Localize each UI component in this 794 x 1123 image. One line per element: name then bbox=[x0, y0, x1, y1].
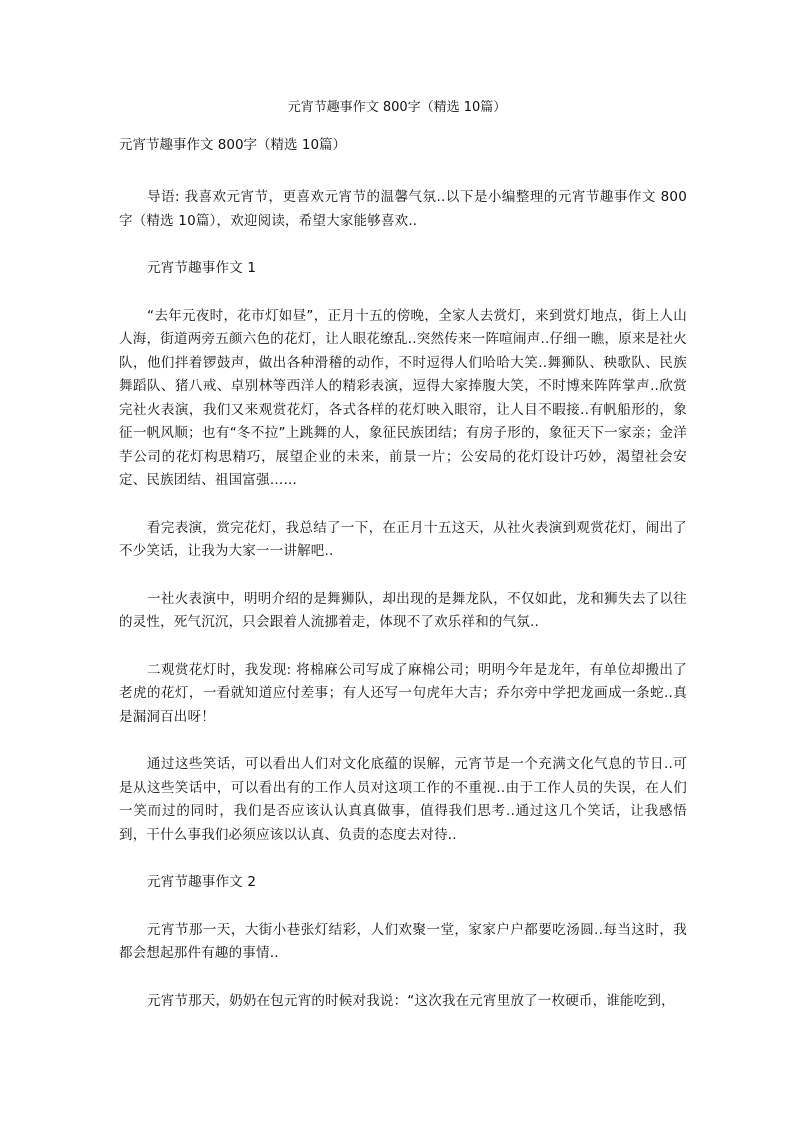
paragraph: 元宵节那天，奶奶在包元宵的时候对我说：“这次我在元宵里放了一枚硬币，谁能吃到， bbox=[147, 992, 675, 1009]
section-heading-1: 元宵节趣事作文 1 bbox=[147, 260, 257, 276]
document-subtitle: 元宵节趣事作文 800字（精选 10篇） bbox=[119, 137, 347, 153]
paragraph: 二观赏花灯时，我发现: 将棉麻公司写成了麻棉公司；明明今年是龙年，有单位却搬出了老虎的花灯，一看就知道应付差事；有人还写一句虎年大吉；乔尔旁中学把龙画成一条蛇..真是漏洞百出呀！ bbox=[119, 661, 687, 725]
document-body bbox=[119, 186, 687, 1037]
paragraph-intro: 导语: 我喜欢元宵节，更喜欢元宵节的温馨气氛..以下是小编整理的元宵节趣事作文 800字（精选 10篇），欢迎阅读，希望大家能够喜欢.. bbox=[119, 189, 687, 229]
paragraph: 通过这些笑话，可以看出人们对文化底蕴的误解，元宵节是一个充满文化气息的节日..可是从这些笑话中，可以看出有的工作人员对这项工作的不重视..由于工作人员的失误，在人们一笑而过的同时，我们是否应该认认真真做事，值得我们思考..通过这几个笑话，让我感悟到，干什么事我们必须应该以认真、负责的态度去对待.. bbox=[119, 756, 687, 843]
paragraph: 一社火表演中，明明介绍的是舞狮队，却出现的是舞龙队，不仅如此，龙和狮失去了以往的灵性，死气沉沉，只会跟着人流挪着走，体现不了欢乐祥和的气氛.. bbox=[119, 590, 687, 630]
paragraph: “去年元夜时，花市灯如昼”，正月十五的傍晚，全家人去赏灯，来到赏灯地点，街上人山人海，街道两旁五颜六色的花灯，让人眼花缭乱..突然传来一阵喧闹声..仔细一瞧，原来是社火队，他们拌着锣鼓声，做出各种滑稽的动作，不时逗得人们哈哈大笑..舞狮队、秧歌队、民族舞蹈队、猪八戒、卓别林等西洋人的精彩表演，逗得大家捧腹大笑，不时博来阵阵掌声..欣赏完社火表演，我们又来观赏花灯，各式各样的花灯映入眼帘，让人目不暇接..有帆船形的，象征一帆风顺；也有“冬不拉”上跳舞的人，象征民族团结；有房子形的，象征天下一家亲；金洋芋公司的花灯构思精巧，展望企业的未来，前景一片；公安局的花灯设计巧妙，渴望社会安定、民族团结、祖国富强…… bbox=[119, 307, 687, 488]
paragraph: 元宵节那一天，大街小巷张灯结彩，人们欢聚一堂，家家户户都要吃汤圆..每当这时，我都会想起那件有趣的事情.. bbox=[119, 921, 687, 961]
section-heading-2: 元宵节趣事作文 2 bbox=[147, 874, 257, 890]
document-title: 元宵节趣事作文 800字（精选 10篇） bbox=[287, 100, 507, 115]
paragraph: 看完表演，赏完花灯，我总结了一下，在正月十五这天，从社火表演到观赏花灯，闹出了不少笑话，让我为大家一一讲解吧.. bbox=[119, 519, 687, 559]
